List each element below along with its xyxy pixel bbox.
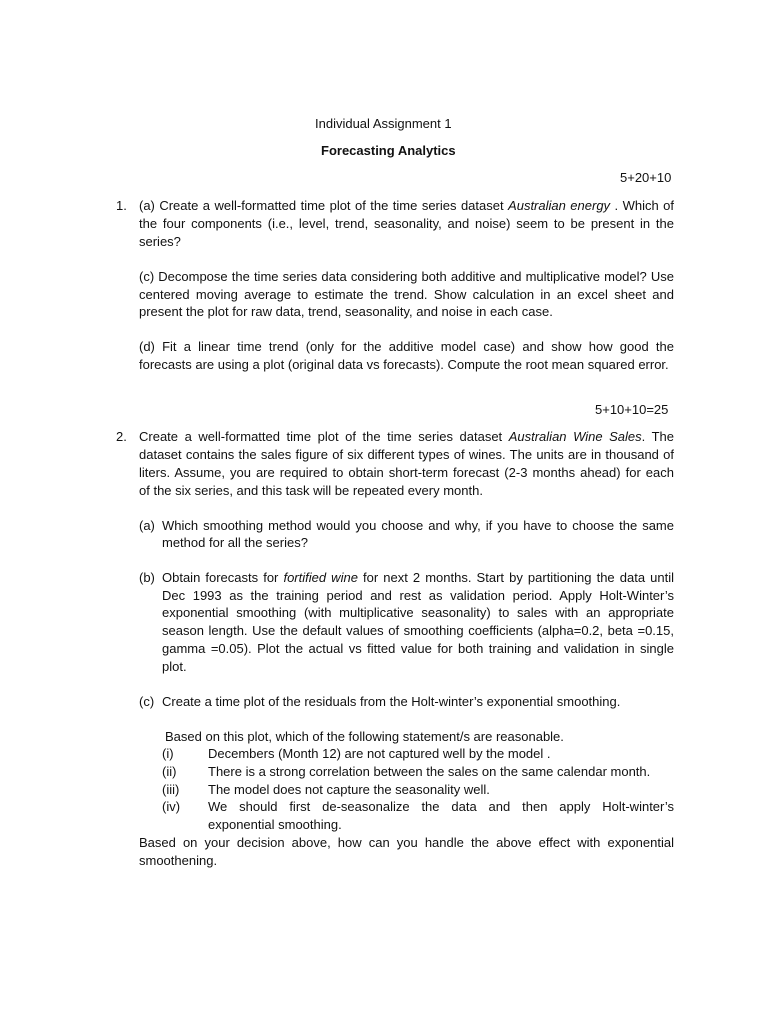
q1-c-line-1: (c) Decompose the time series data considering both additive and multiplicative model? Use (139, 269, 674, 284)
q2-b-line-6: plot. (162, 659, 187, 674)
q2-b-line-5: gamma =0.05). Plot the actual vs fitted value for both training and validation in single (162, 641, 674, 656)
q2-final-line-2: smoothening. (139, 853, 218, 868)
statement-text-4: We should first de-seasonalize the data and then apply Holt-winter’s (208, 799, 674, 814)
q1-number: 1. (116, 198, 127, 213)
statement-text-1: Decembers (Month 12) are not captured well by the model . (208, 746, 551, 761)
q2-a-line-1: Which smoothing method would you choose and why, if you have to choose the same (162, 518, 674, 533)
q2-intro-line-1: Create a well-formatted time plot of the time series dataset Australian Wine Sales. The (139, 429, 674, 444)
statement-roman-4: (iv) (162, 799, 181, 814)
q1-d-line-2: forecasts are using a plot (original data vs forecasts). Compute the root mean squared error. (139, 357, 669, 372)
q2-intro-line-3: liters. Assume, you are required to obtain short-term forecast (2-3 months ahead) for each (139, 465, 674, 480)
q2-intro-line-2: dataset contains the sales figure of six different types of wines. The units are in thousand of (139, 447, 674, 462)
q2-b-line-4: season length. Use the default values of smoothing coefficients (alpha=0.2, beta =0.15, (162, 623, 674, 638)
statement-roman-2: (ii) (162, 764, 177, 779)
q1-c-line-2: centered moving average to estimate the trend. Show calculation in an excel sheet and (139, 287, 674, 302)
assignment-title: Individual Assignment 1 (315, 116, 452, 131)
q1-a-line-3: series? (139, 234, 181, 249)
q1-c-line-3: present the plot for raw data, trend, seasonality, and noise in each case. (139, 304, 553, 319)
q1-d-line-1: (d) Fit a linear time trend (only for the additive model case) and show how good the (139, 339, 674, 354)
q2-b-label: (b) (139, 570, 155, 585)
statement-text-2: There is a strong correlation between the sales on the same calendar month. (208, 764, 651, 779)
q2-a-line-2: method for all the series? (162, 535, 308, 550)
q2-final-line-1: Based on your decision above, how can you handle the above effect with exponential (139, 835, 674, 850)
q2-c-label: (c) (139, 694, 155, 709)
q2-a-label: (a) (139, 518, 155, 533)
q2-marks: 5+10+10=25 (595, 402, 669, 417)
q1-marks: 5+20+10 (620, 170, 672, 185)
statement-roman-3: (iii) (162, 782, 180, 797)
q1-a-line-1: (a) Create a well-formatted time plot of the time series dataset Australian energy . Which of (139, 198, 674, 213)
q2-b-line-1: Obtain forecasts for fortified wine for next 2 months. Start by partitioning the data until (162, 570, 674, 585)
statement-roman-1: (i) (162, 746, 174, 761)
statement-text-4-cont: exponential smoothing. (208, 817, 342, 832)
q1-a-line-2: the four components (i.e., level, trend, seasonality, and noise) seem to be present in the (139, 216, 674, 231)
q2-b-line-2: Dec 1993 as the training period and rest as validation period. Apply Holt-Winter’s (162, 588, 674, 603)
course-title: Forecasting Analytics (321, 143, 456, 158)
q2-based-line: Based on this plot, which of the following statement/s are reasonable. (165, 729, 564, 744)
q2-c-line: Create a time plot of the residuals from the Holt-winter’s exponential smoothing. (162, 694, 621, 709)
q2-b-line-3: exponential smoothing (with multiplicative seasonality) to sales with an appropriate (162, 605, 674, 620)
statement-text-3: The model does not capture the seasonality well. (208, 782, 490, 797)
q2-intro-line-4: of the six series, and this task will be repeated every month. (139, 483, 483, 498)
q2-number: 2. (116, 429, 127, 444)
